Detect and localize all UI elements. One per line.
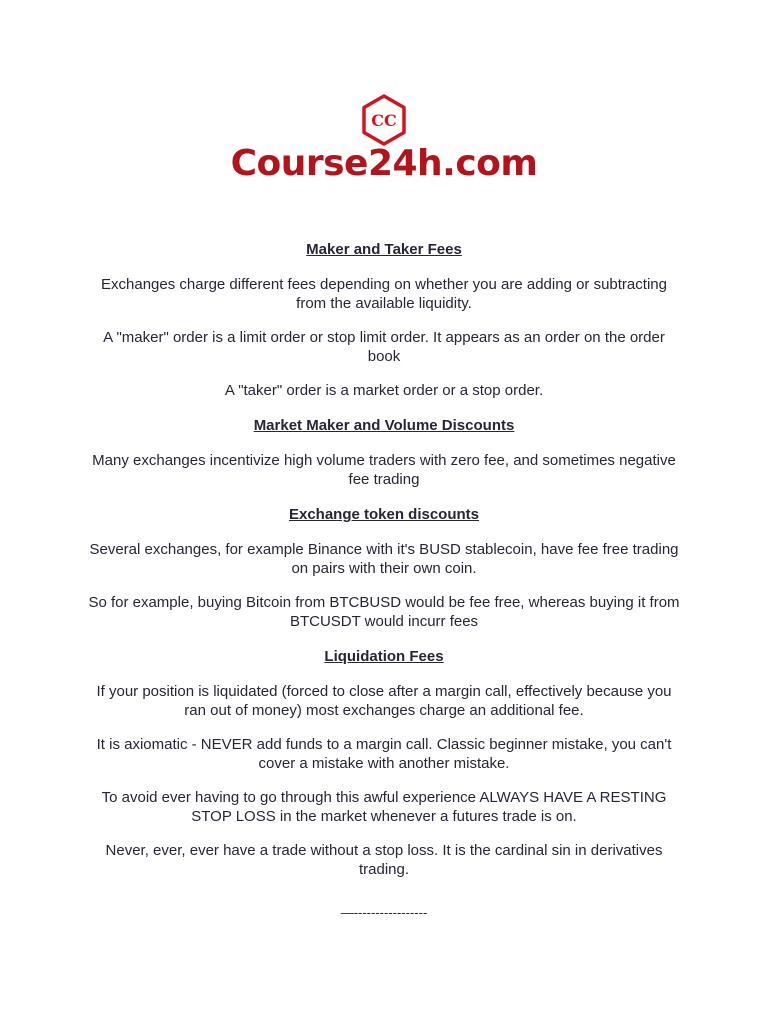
brand-name: Course24h.com — [230, 143, 538, 184]
document-body — [88, 239, 680, 894]
brand-logo — [0, 94, 768, 146]
section-heading: Maker and Taker Fees — [306, 241, 462, 258]
section-heading: Market Maker and Volume Discounts — [253, 417, 515, 434]
logo-letters: CC — [371, 111, 397, 130]
section-heading: Exchange token discounts — [288, 506, 480, 523]
paragraph: A "taker" order is a market order or a stop order. — [224, 382, 544, 399]
paragraph: So for example, buying Bitcoin from BTCBUSD would be fee free, whereas buying it from BTCUSDT would incurr fees — [88, 594, 680, 630]
paragraph: A "maker" order is a limit order or stop limit order. It appears as an order on the order book — [103, 329, 665, 365]
paragraph: It is axiomatic - NEVER add funds to a margin call. Classic beginner mistake, you can't cover a mistake with another mistake. — [96, 736, 672, 772]
divider-line: —----------------- — [340, 905, 428, 920]
paragraph: Never, ever, ever have a trade without a stop loss. It is the cardinal sin in derivatives trading. — [105, 842, 663, 878]
paragraph: Many exchanges incentivize high volume traders with zero fee, and sometimes negative fee trading — [92, 452, 676, 488]
paragraph: Exchanges charge different fees depending on whether you are adding or subtracting from the available liquidity. — [101, 276, 667, 312]
paragraph: Several exchanges, for example Binance with it's BUSD stablecoin, have fee free trading on pairs with their own coin. — [89, 541, 679, 577]
course24h-hexagon-cc-icon — [361, 94, 407, 146]
section-heading: Liquidation Fees — [324, 648, 444, 665]
paragraph: If your position is liquidated (forced to close after a margin call, effectively because you ran out of money) most exchanges charge an additional fee. — [96, 683, 672, 719]
paragraph: To avoid ever having to go through this awful experience ALWAYS HAVE A RESTING STOP LOSS in the market whenever a futures trade is on. — [101, 789, 667, 825]
